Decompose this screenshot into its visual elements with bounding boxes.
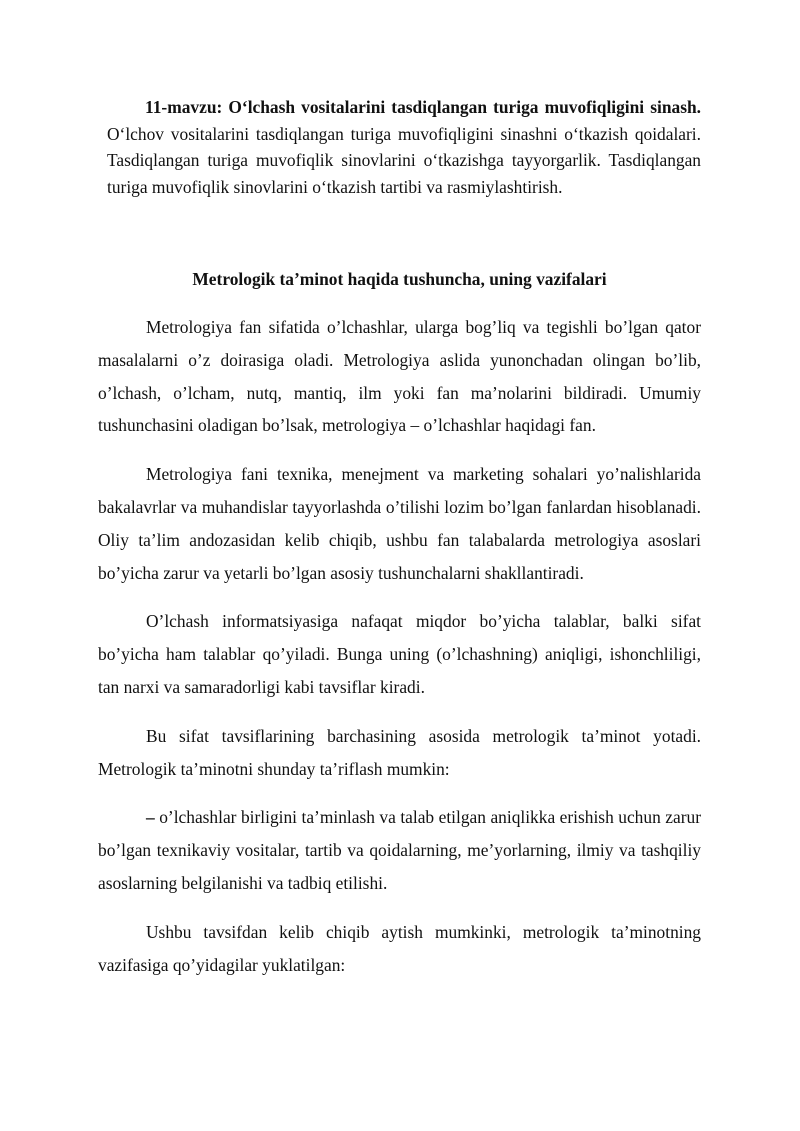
document-body (98, 311, 701, 997)
topic-description: O‘lchov vositalarini tasdiqlangan turiga muvofiqligini sinashni o‘tkazish qoidalari. Tasdiqlangan turiga muvofiqlik sinovlarini o‘tkazishga tayyorgarlik. Tasdiqlangan turiga muvofiqlik sinovlarini o‘tkazish tartibi va rasmiylashtirish. (107, 123, 701, 197)
section-heading: Metrologik ta’minot haqida tushuncha, uning vazifalari (192, 269, 607, 289)
definition-dash: – (146, 807, 155, 828)
topic-block (107, 94, 701, 200)
definition-text: o’lchashlar birligini ta’minlash va talab etilgan aniqlikka erishish uchun zarur bo’lgan texnikaviy vositalar, tartib va qoidalarning, me’yorlarning, ilmiy va tashqiliy asoslarning belgilanishi va tadbiq etilishi. (98, 807, 701, 893)
paragraph: Bu sifat tavsiflarining barchasining asosida metrologik ta’minot yotadi. Metrologik ta’minotni shunday ta’riflash mumkin: (98, 725, 701, 779)
paragraph: Metrologiya fani texnika, menejment va marketing sohalari yo’nalishlarida bakalavrlar va muhandislar tayyorlashda o’tilishi lozim bo’lgan fanlardan hisoblanadi. Oliy ta’lim andozasidan kelib chiqib, ushbu fan talabalarda metrologiya asoslari bo’yicha zarur va yetarli bo’lgan asosiy tushunchalarni shakllantiradi. (98, 464, 701, 583)
paragraph: O’lchash informatsiyasiga nafaqat miqdor bo’yicha talablar, balki sifat bo’yicha ham talablar qo’yiladi. Bunga uning (o’lchashning) aniqligi, ishonchliligi, tan narxi va samaradorligi kabi tavsiflar kiradi. (98, 611, 701, 697)
topic-title: 11-mavzu: O‘lchash vositalarini tasdiqlangan turiga muvofiqligini sinash. (145, 97, 701, 117)
definition-paragraph (98, 801, 701, 899)
paragraph: Metrologiya fan sifatida o’lchashlar, ularga bog’liq va tegishli bo’lgan qator masalalarni o’z doirasiga oladi. Metrologiya aslida yunonchadan olingan bo’lib, o’lchash, o’lcham, nutq, mantiq, ilm yoki fan ma’nolarini bildiradi. Umumiy tushunchasini oladigan bo’lsak, metrologiya – o’lchashlar haqidagi fan. (98, 317, 701, 436)
closing-paragraph: Ushbu tavsifdan kelib chiqib aytish mumkinki, metrologik ta’minotning vazifasiga qo’yidagilar yuklatilgan: (98, 921, 701, 975)
